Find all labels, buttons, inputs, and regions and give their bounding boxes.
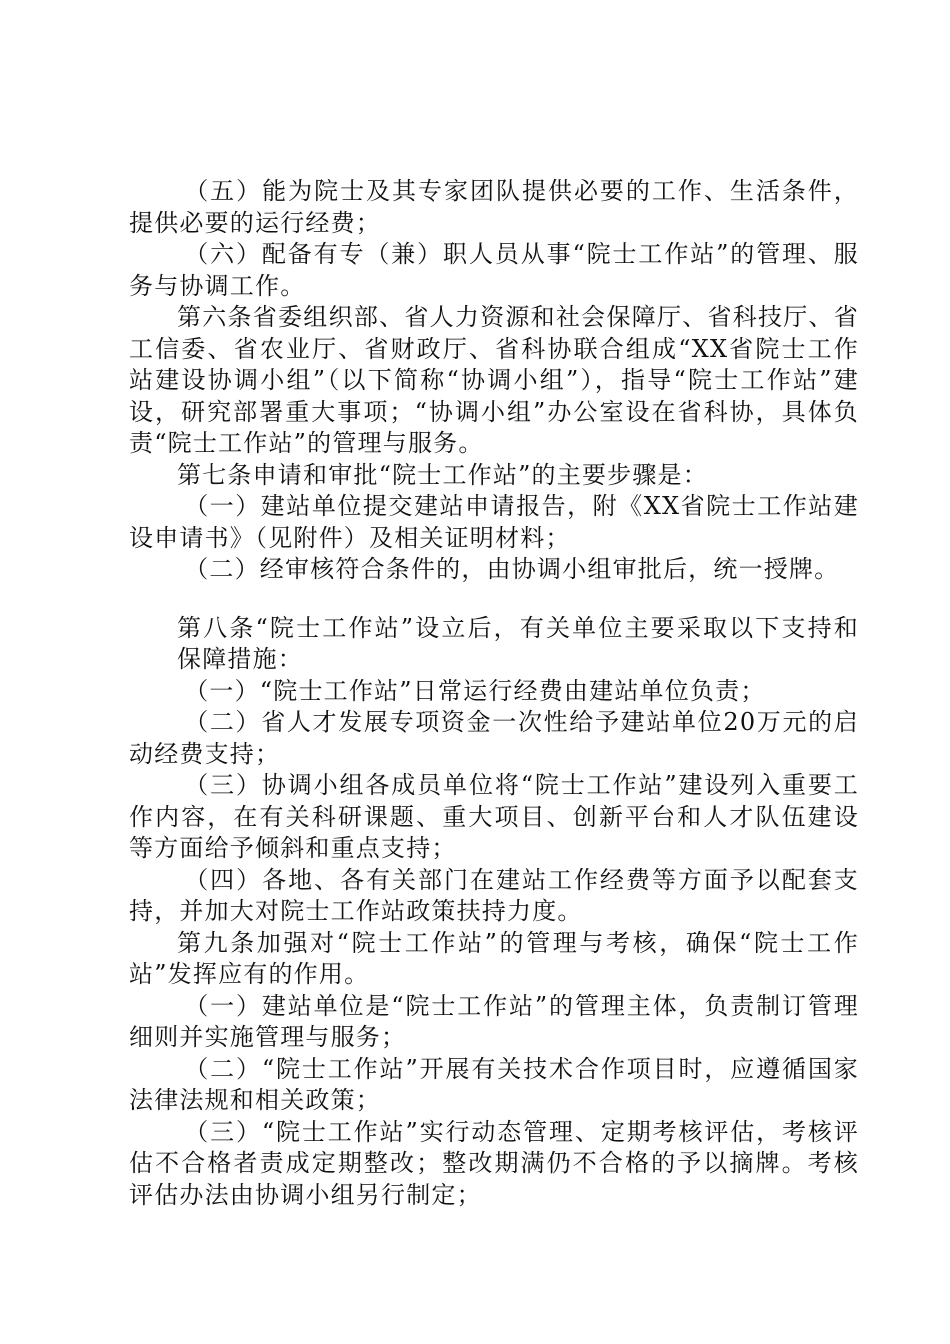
paragraph-article-7-item-1: （一）建站单位提交建站申请报告，附《XX省院士工作站建设申请书》（见附件）及相关证明材料； bbox=[129, 492, 859, 552]
paragraph-article-9-item-1: （一）建站单位是“院士工作站”的管理主体，负责制订管理细则并实施管理与服务； bbox=[129, 991, 859, 1051]
paragraph-article-6: 第六条省委组织部、省人力资源和社会保障厅、省科技厅、省工信委、省农业厅、省财政厅、省科协联合组成“XX省院士工作站建设协调小组”（以下简称“协调小组”），指导“院士工作站”建设，研究部署重大事项；“协调小组”办公室设在省科协，具体负责“院士工作站”的管理与服务。 bbox=[129, 303, 859, 457]
paragraph-article-7-item-2: （二）经审核符合条件的，由协调小组审批后，统一授牌。 bbox=[184, 555, 840, 583]
paragraph-article-8-item-3: （三）协调小组各成员单位将“院士工作站”建设列入重要工作内容，在有关科研课题、重大项目、创新平台和人才队伍建设等方面给予倾斜和重点支持； bbox=[129, 771, 859, 862]
paragraph-article-9: 第九条加强对“院士工作站”的管理与考核，确保“院士工作站”发挥应有的作用。 bbox=[129, 928, 859, 988]
paragraph-clause-5: （五）能为院士及其专家团队提供必要的工作、生活条件，提供必要的运行经费； bbox=[129, 177, 859, 237]
paragraph-article-9-item-2: （二）“院士工作站”开展有关技术合作项目时，应遵循国家法律法规和相关政策； bbox=[129, 1054, 859, 1114]
paragraph-article-9-item-3: （三）“院士工作站”实行动态管理、定期考核评估，考核评估不合格者责成定期整改；整改期满仍不合格的予以摘牌。考核评估办法由协调小组另行制定； bbox=[129, 1117, 859, 1209]
paragraph-article-7: 第七条申请和审批“院士工作站”的主要步骤是： bbox=[177, 460, 708, 489]
paragraph-article-8: 第八条“院士工作站”设立后，有关单位主要采取以下支持和保障措施： bbox=[177, 613, 859, 673]
paragraph-article-8-item-1: （一）“院士工作站”日常运行经费由建站单位负责； bbox=[184, 676, 766, 705]
paragraph-clause-6: （六）配备有专（兼）职人员从事“院士工作站”的管理、服务与协调工作。 bbox=[129, 240, 859, 300]
paragraph-article-8-item-4: （四）各地、各有关部门在建站工作经费等方面予以配套支持，并加大对院士工作站政策扶持力度。 bbox=[129, 865, 859, 925]
paragraph-article-8-item-2: （二）省人才发展专项资金一次性给予建站单位20万元的启动经费支持； bbox=[129, 708, 859, 768]
document-body bbox=[129, 176, 859, 1211]
